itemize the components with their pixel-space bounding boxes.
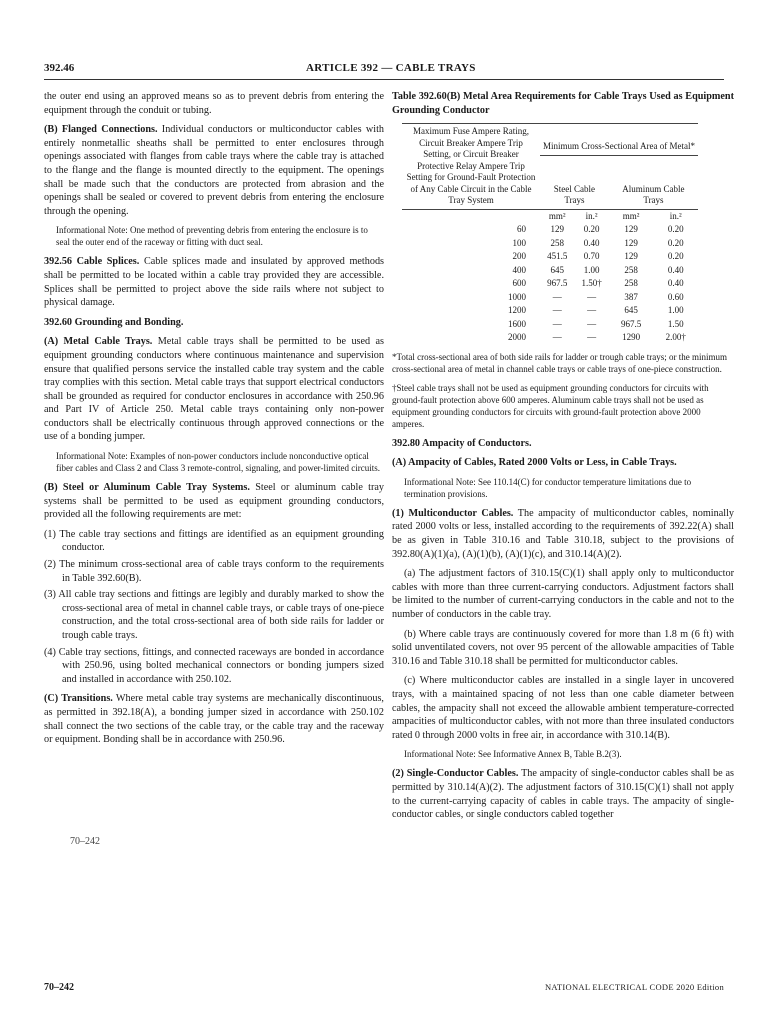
table-cell: 129	[624, 237, 638, 248]
informational-note-4: Informational Note: See Informative Annex B, Table B.2(3).	[404, 749, 622, 760]
table-cell: 645	[624, 305, 638, 316]
table-cell: 0.60	[667, 291, 684, 302]
section-392-80-heading	[392, 437, 734, 451]
right-column	[392, 90, 734, 828]
table-cell: 258	[624, 264, 638, 275]
table-cell: 0.40	[583, 237, 600, 248]
section-392-56	[44, 255, 384, 309]
s392-60-heading: 392.60 Grounding and Bonding.	[44, 316, 184, 328]
section-flanged-connections	[44, 123, 384, 218]
section-392-60-heading	[44, 316, 384, 330]
table-note-1: *Total cross-sectional area of both side rails for ladder or trough cable trays; or the minimum cross-sectional area of metal in channel cable trays or cable trays of one-piece construction.	[392, 351, 728, 374]
table-cell: 258	[624, 278, 638, 289]
table-cell: 967.5	[547, 278, 568, 289]
transitions-heading: (C) Transitions.	[44, 693, 113, 705]
table-row	[402, 277, 698, 291]
table-note-2: †Steel cable trays shall not be used as equipment grounding conductors for circuits with ground-fault protection above 600 amperes. Aluminum cable trays shall not be used as equipment grounding conductors for circuits with ground-fault protection above 2000 amperes.	[392, 382, 709, 429]
s392-60b-text: Steel or aluminum cable tray systems shall be permitted to be used as equipment grounding conductors, provided all the following requirements are met:	[44, 482, 385, 521]
single-conductor-text: The ampacity of single-conductor cables shall be as permitted by 310.14(A)(2). The adjustment factors of 310.15(C)(1) shall not apply to the current-carrying capacity of cables in cable trays. The ampacity of single-conductor cables, or single conductors cabled together	[392, 768, 734, 821]
running-header	[44, 62, 724, 76]
table-body	[402, 223, 698, 345]
list-item: (4) Cable tray sections, fittings, and connected raceways are bonded in accordance with 250.96, using bolted mechanical connectors or bonding jumpers sized and installed in accordance with 250.102.	[44, 646, 384, 685]
table-header-row	[402, 124, 698, 156]
table-cell: 600	[512, 278, 526, 289]
s392-60a-heading: (A) Metal Cable Trays.	[44, 336, 153, 348]
paragraph-conduit-end: the outer end using an approved means so as to prevent debris from entering the equipment through the conduit or tubing.	[44, 91, 384, 116]
table-row	[402, 223, 698, 237]
unit-mm: mm²	[622, 210, 640, 221]
header-rule	[44, 79, 724, 80]
header-page-number: 392.46	[44, 62, 75, 74]
transitions-text: Where metal cable tray systems are mechanically discontinuous, as permitted in 392.18(A), a bonding jumper sized in accordance with 250.102 shall connect the two sections of the cable tray, or the cable tray and the raceway or equipment. Bonding shall be in accordance with 250.96.	[44, 693, 384, 746]
column-header-aluminum: Aluminum Cable Trays	[609, 155, 698, 209]
s392-80a-heading: (A) Ampacity of Cables, Rated 2000 Volts or Less, in Cable Trays.	[392, 457, 677, 469]
table-cell: —	[587, 318, 597, 329]
s392-60a-text: Metal cable trays shall be permitted to be used as equipment grounding conductors where continuous maintenance and supervision ensure that qualified persons service the installed cable tray system and the cable tray complies with this section. Metal cable trays that support electrical conductors shall be grounded as required for conductor enclosures in accordance with 250.96 and Part IV of Article 250. Metal cable trays containing only non-power conductors shall be electrically continuous through approved connections or the use of a bonding jumper.	[44, 336, 385, 443]
table-cell: 0.20	[583, 224, 600, 235]
metal-area-table	[402, 123, 698, 345]
table-cell: 258	[550, 237, 564, 248]
header-article-title: ARTICLE 392 — CABLE TRAYS	[306, 62, 476, 74]
table-cell: 1.50	[667, 318, 684, 329]
paragraph-a: (a) The adjustment factors of 310.15(C)(1) shall apply only to multiconductor cables with more than three current-carrying conductors. Adjustment factors shall be limited to the number of current-carrying conductors in the cable and not to the number of conductors in the cable tray.	[392, 568, 734, 621]
table-cell: 0.70	[583, 251, 600, 262]
table-caption: Table 392.60(B) Metal Area Requirements for Cable Trays Used as Equipment Grounding Conductor	[392, 91, 734, 116]
section-392-60a	[44, 335, 384, 444]
table-cell: 1000	[508, 291, 526, 302]
table-cell: 387	[624, 291, 638, 302]
table-cell: 1200	[508, 305, 526, 316]
table-row	[402, 318, 698, 332]
table-cell: 967.5	[621, 318, 642, 329]
section-single-conductor	[392, 767, 734, 821]
table-cell: 129	[624, 251, 638, 262]
table-cell: 1290	[622, 332, 641, 343]
paragraph-c: (c) Where multiconductor cables are installed in a single layer in uncovered trays, with a maintained spacing of not less than one cable diameter between cables, the ampacity shall not exceed the allowable ambient temperature-corrected ampacities of multiconductor cables, with not more than three insulated conductors rated 0 through 2000 volts in free air, in accordance with 310.14(B).	[392, 675, 734, 741]
flanged-heading: (B) Flanged Connections.	[44, 124, 158, 136]
unit-in: in.²	[669, 210, 682, 221]
table-cell: —	[587, 332, 597, 343]
s392-80-heading: 392.80 Ampacity of Conductors.	[392, 437, 532, 449]
table-cell: 0.20	[667, 224, 684, 235]
informational-note-1: Informational Note: One method of preventing debris from entering the enclosure is to seal the outer end of the raceway or fitting with duct seal.	[56, 225, 368, 248]
unit-mm: mm²	[548, 210, 566, 221]
column-header-rating: Maximum Fuse Ampere Rating, Circuit Breaker Ampere Trip Setting, or Circuit Breaker Protective Relay Ampere Trip Setting for Ground-Fault Protection of Any Cable Circuit in the Cable Tray System	[402, 124, 540, 210]
column-header-steel: Steel Cable Trays	[540, 155, 609, 209]
table-cell: 0.20	[667, 237, 684, 248]
table-unit-row	[402, 209, 698, 223]
s392-56-text: Cable splices made and insulated by approved methods shall be permitted to be located within a cable tray provided they are accessible. Splices shall be permitted to project above the side rails where not subject to physical damage.	[44, 256, 385, 309]
table-cell: 2.00†	[665, 332, 686, 343]
table-cell: 200	[512, 251, 526, 262]
s392-60b-heading: (B) Steel or Aluminum Cable Tray Systems.	[44, 482, 250, 494]
table-cell: —	[552, 318, 562, 329]
left-column	[44, 90, 384, 753]
table-cell: 400	[512, 264, 526, 275]
table-cell: 129	[624, 224, 638, 235]
table-cell: 0.40	[667, 264, 684, 275]
section-392-60b	[44, 481, 384, 522]
column-header-min-area: Minimum Cross-Sectional Area of Metal*	[540, 124, 698, 156]
table-row	[402, 264, 698, 278]
paragraph-b: (b) Where cable trays are continuously covered for more than 1.8 m (6 ft) with solid unventilated covers, not over 95 percent of the allowable ampacities of Table 310.16 and Table 310.18 shall be permitted for multiconductor cables.	[392, 628, 734, 667]
table-row	[402, 250, 698, 264]
multiconductor-text: The ampacity of multiconductor cables, nominally rated 2000 volts or less, installed according to the requirements of 392.22(A) shall be as given in Table 310.16 and Table 310.18, subject to the provisions of 392.80(A)(1)(a), (A)(1)(b), (A)(1)(c), and 310.14(A)(2).	[392, 507, 734, 560]
list-item: (1) The cable tray sections and fittings are identified as an equipment grounding conductor.	[44, 528, 384, 554]
section-multiconductor	[392, 507, 734, 561]
table-cell: —	[552, 305, 562, 316]
list-item: (2) The minimum cross-sectional area of cable trays conform to the requirements in Table 392.60(B).	[44, 559, 384, 584]
table-cell: 451.5	[547, 251, 568, 262]
table-row	[402, 237, 698, 251]
table-cell: 1.00	[583, 264, 600, 275]
section-transitions	[44, 692, 384, 746]
table-cell: 0.20	[667, 251, 684, 262]
informational-note-3: Informational Note: See 110.14(C) for conductor temperature limitations due to termination provisions.	[404, 476, 692, 499]
list-item: (3) All cable tray sections and fittings are legibly and durably marked to show the cross-sectional area of metal in channel cable trays, or cable trays of one-piece construction, and the total cross-sectional area of both side rails for ladder or trough cable trays.	[44, 589, 384, 641]
section-392-80a-heading	[392, 456, 734, 470]
table-cell: 129	[550, 224, 564, 235]
multiconductor-heading: (1) Multiconductor Cables.	[392, 507, 514, 519]
informational-note-2: Informational Note: Examples of non-power conductors include nonconductive optical fiber cables and Class 2 and Class 3 remote-control, signaling, and power-limited circuits.	[56, 451, 380, 474]
s392-56-heading: 392.56 Cable Splices.	[44, 256, 140, 268]
page-footer	[44, 982, 724, 996]
table-row	[402, 331, 698, 345]
table-cell: —	[587, 291, 597, 302]
table-cell: —	[552, 291, 562, 302]
table-cell: 645	[550, 264, 564, 275]
table-cell: 100	[512, 237, 526, 248]
table-cell: 0.40	[667, 278, 684, 289]
table-cell: 2000	[508, 332, 526, 343]
footer-publication: NATIONAL ELECTRICAL CODE 2020 Edition	[544, 982, 724, 992]
unit-in: in.²	[585, 210, 598, 221]
table-cell: 60	[517, 224, 526, 235]
footer-page-number: 70–242	[44, 982, 74, 993]
table-row	[402, 291, 698, 305]
bleed-through-page-number: 70–242	[70, 836, 100, 847]
table-cell: —	[552, 332, 562, 343]
table-cell: 1.00	[667, 305, 684, 316]
single-conductor-heading: (2) Single-Conductor Cables.	[392, 768, 519, 780]
table-cell: 1.50†	[581, 278, 602, 289]
flanged-text: Individual conductors or multiconductor cables with entirely nonmetallic sheaths shall be permitted to enter enclosures through openings associated with flanges from cable trays where the cable tray is attached to the flange and the flange is mounted directly to the equipment. The openings shall be made such that the conductors are protected from abrasion and the openings shall be sealed or covered to prevent debris from entering the enclosure through the opening.	[44, 124, 384, 217]
table-cell: 1600	[508, 318, 526, 329]
table-row	[402, 304, 698, 318]
table-cell: —	[587, 305, 597, 316]
